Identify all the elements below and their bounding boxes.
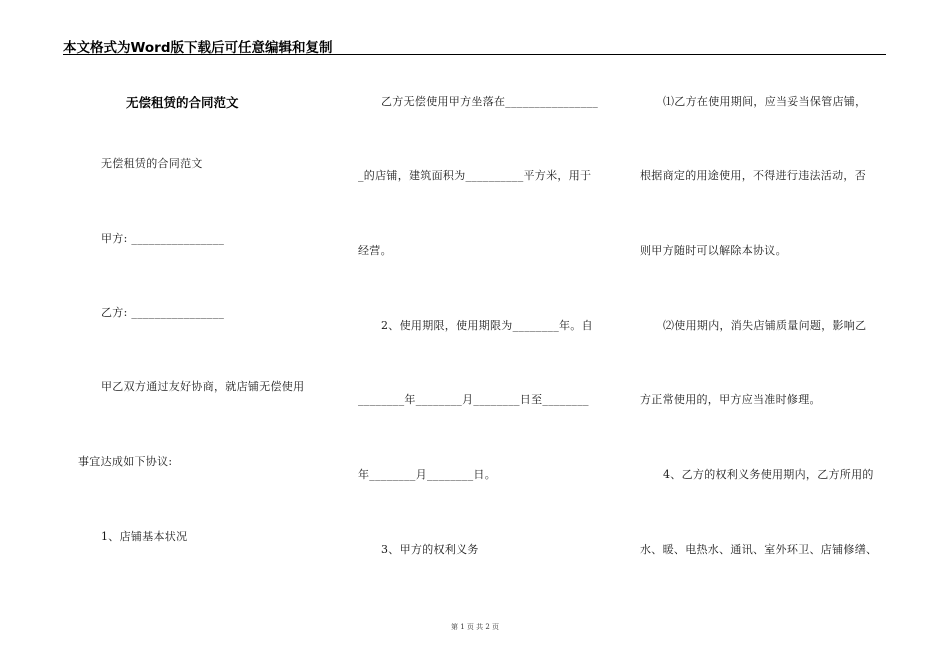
- col3-line-5: 方正常使用的，甲方应当准时修理。: [640, 393, 821, 406]
- col1-line-3: 乙方: ________________: [101, 306, 225, 319]
- document-title: 无偿租赁的合同范文: [126, 95, 239, 110]
- col3-line-1: ⑴乙方在使用期间，应当妥当保管店铺，: [663, 95, 867, 108]
- page-header: [63, 34, 886, 55]
- header-title: 本文格式为Word版下载后可任意编辑和复制: [63, 40, 333, 56]
- col1-line-2: 甲方: ________________: [101, 232, 225, 245]
- col1-line-5: 事宜达成如下协议:: [78, 455, 173, 468]
- col2-line-2: _的店铺，建筑面积为__________平方米，用于: [358, 169, 592, 182]
- col3-line-7: 水、暖、电热水、通讯、室外环卫、店铺修缮、: [640, 543, 878, 556]
- col3-line-6: 4、乙方的权利义务使用期内，乙方所用的: [663, 468, 874, 481]
- col1-line-6: 1、店铺基本状况: [101, 530, 188, 543]
- col2-line-4: 2、使用期限，使用期限为________年。自: [381, 319, 593, 332]
- col2-line-1: 乙方无偿使用甲方坐落在________________: [381, 95, 599, 108]
- col3-line-3: 则甲方随时可以解除本协议。: [640, 244, 787, 257]
- col2-line-6: 年________月________日。: [358, 468, 496, 481]
- col1-line-1: 无偿租赁的合同范文: [101, 157, 203, 170]
- col1-line-4: 甲乙双方通过友好协商，就店铺无偿使用: [101, 380, 305, 393]
- col2-line-5: ________年________月________日至________: [358, 393, 589, 406]
- col3-line-2: 根据商定的用途使用，不得进行违法活动，否: [640, 169, 866, 182]
- col2-line-7: 3、甲方的权利义务: [381, 543, 479, 556]
- col3-line-4: ⑵使用期内，消失店铺质量问题，影响乙: [663, 319, 867, 332]
- col2-line-3: 经营。: [358, 244, 392, 257]
- page-footer: 第 1 页 共 2 页: [450, 623, 500, 631]
